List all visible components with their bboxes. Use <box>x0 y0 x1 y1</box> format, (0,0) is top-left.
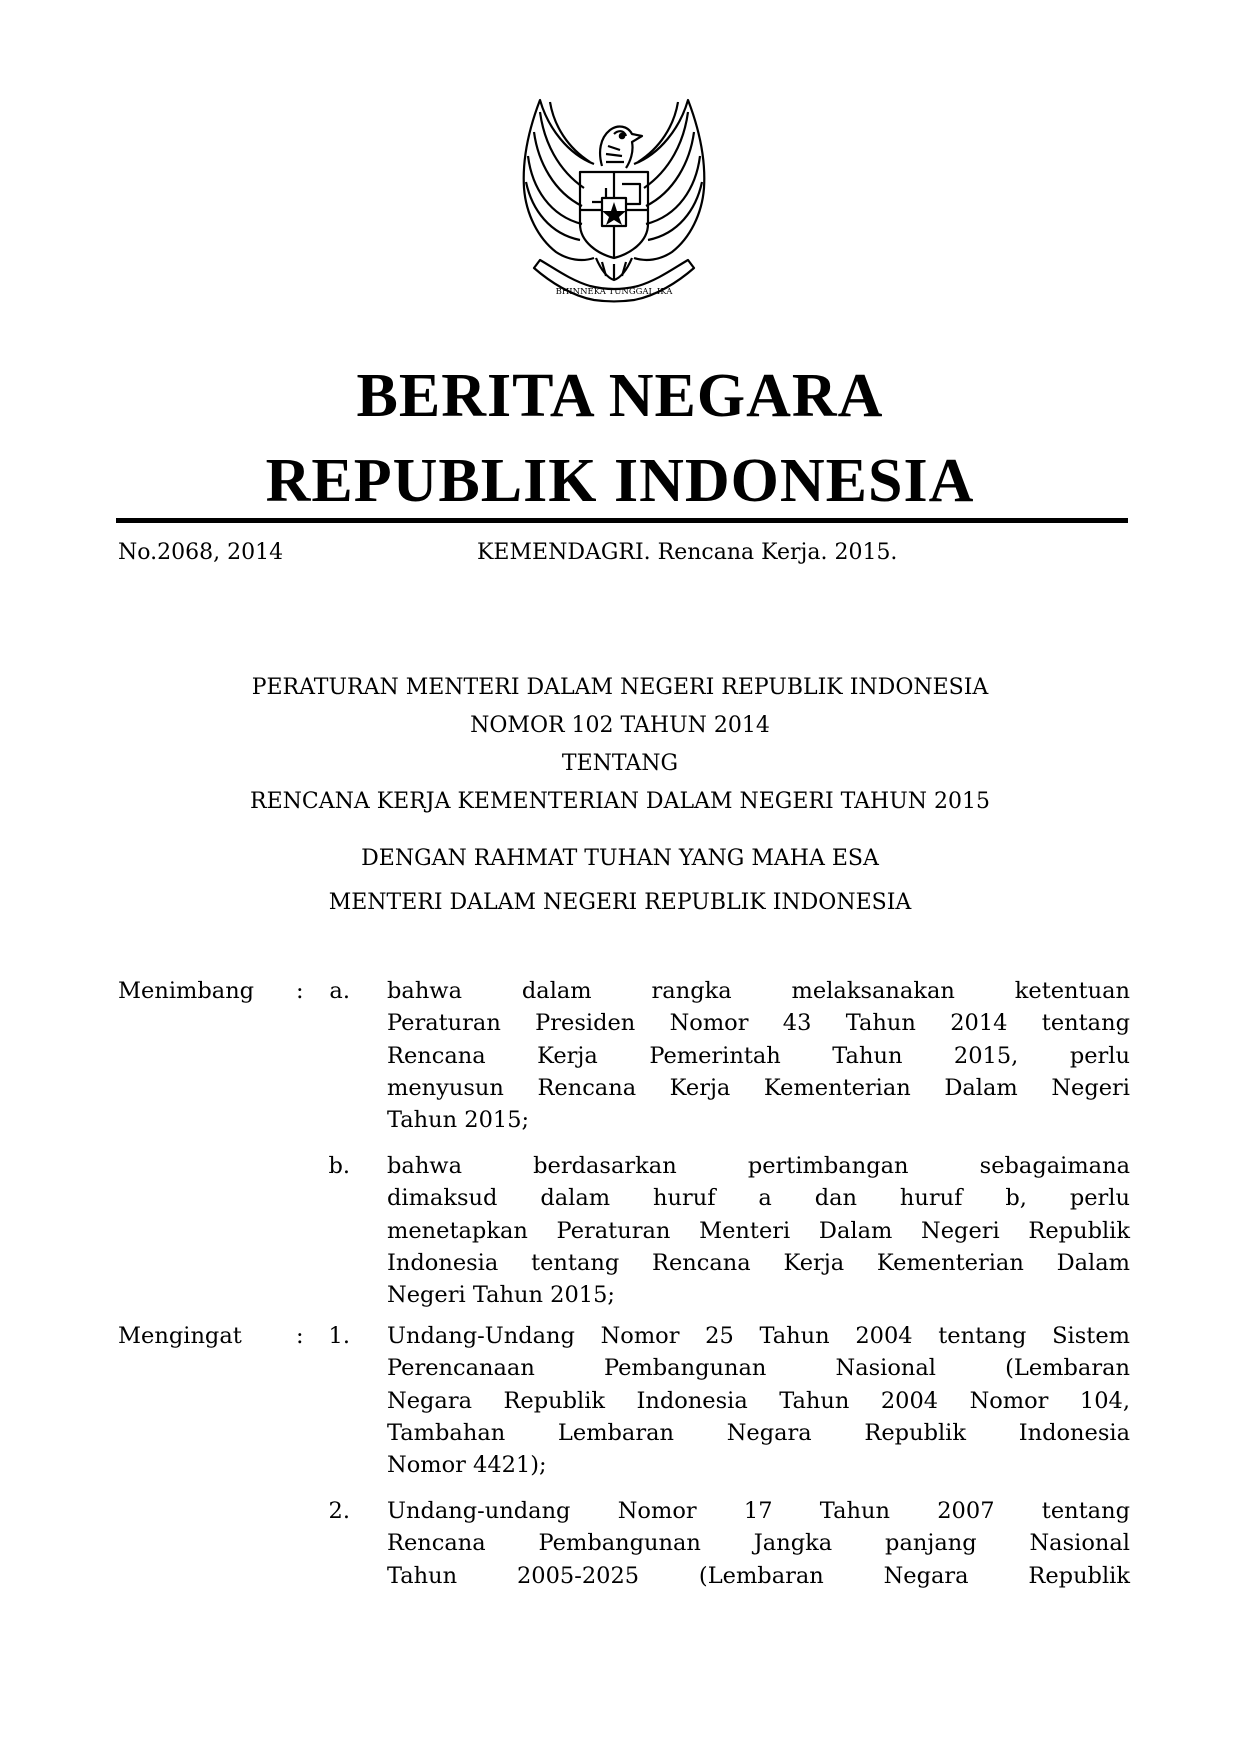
menimbang-a-line2: Peraturan Presiden Nomor 43 Tahun 2014 tentang <box>387 1010 1130 1037</box>
mengingat-item-1-marker: 1. <box>328 1323 350 1349</box>
menimbang-label: Menimbang <box>118 978 255 1004</box>
masthead-title-line1: BERITA NEGARA <box>356 362 884 430</box>
masthead-title-line2: REPUBLIK INDONESIA <box>265 447 975 515</box>
menimbang-item-b-text <box>387 1150 1130 1311</box>
menimbang-b-line4: Indonesia tentang Rencana Kerja Kementerian Dalam <box>387 1249 1130 1276</box>
gazette-number: No.2068, 2014 <box>118 540 284 565</box>
mengingat-2-line2: Rencana Pembangunan Jangka panjang Nasional <box>387 1530 1130 1557</box>
mengingat-1-line3: Negara Republik Indonesia Tahun 2004 Nomor 104, <box>387 1387 1130 1414</box>
mengingat-item-1-text <box>387 1320 1130 1481</box>
preamble-line2: MENTERI DALAM NEGERI REPUBLIK INDONESIA <box>328 890 912 915</box>
menimbang-a-line5: Tahun 2015; <box>387 1107 530 1134</box>
gazette-reference: KEMENDAGRI. Rencana Kerja. 2015. <box>477 540 898 565</box>
mengingat-label: Mengingat <box>118 1323 242 1349</box>
svg-text:BHINNEKA TUNGGAL IKA: BHINNEKA TUNGGAL IKA <box>555 287 673 297</box>
menimbang-item-a-text <box>387 975 1130 1136</box>
preamble-line1: DENGAN RAHMAT TUHAN YANG MAHA ESA <box>361 846 879 871</box>
mengingat-1-line5: Nomor 4421); <box>387 1452 547 1479</box>
mengingat-2-line3: Tahun 2005-2025 (Lembaran Negara Republik <box>387 1562 1130 1589</box>
mengingat-1-line4: Tambahan Lembaran Negara Republik Indonesia <box>387 1419 1130 1446</box>
menimbang-b-line3: menetapkan Peraturan Menteri Dalam Negeri Republik <box>387 1217 1130 1244</box>
regulation-title-line3: TENTANG <box>561 751 679 776</box>
preamble <box>0 840 1240 922</box>
menimbang-item-a-marker: a. <box>329 978 350 1004</box>
menimbang-b-line1: bahwa berdasarkan pertimbangan sebagaimana <box>387 1153 1130 1179</box>
regulation-title <box>0 669 1240 821</box>
mengingat-1-line2: Perencanaan Pembangunan Nasional (Lembaran <box>387 1355 1130 1382</box>
masthead-divider <box>116 518 1128 523</box>
regulation-title-line1: PERATURAN MENTERI DALAM NEGERI REPUBLIK INDONESIA <box>251 675 989 700</box>
regulation-title-line2: NOMOR 102 TAHUN 2014 <box>470 713 770 738</box>
menimbang-a-line4: menyusun Rencana Kerja Kementerian Dalam Negeri <box>387 1074 1130 1101</box>
mengingat-item-2-text <box>387 1495 1130 1592</box>
menimbang-item-b-marker: b. <box>328 1153 350 1179</box>
mengingat-colon: : <box>296 1323 304 1349</box>
menimbang-a-line3: Rencana Kerja Pemerintah Tahun 2015, perlu <box>387 1042 1130 1069</box>
mengingat-item-2-marker: 2. <box>328 1498 350 1524</box>
mengingat-2-line1: Undang-undang Nomor 17 Tahun 2007 tentang <box>387 1498 1130 1524</box>
menimbang-b-line2: dimaksud dalam huruf a dan huruf b, perlu <box>387 1185 1130 1212</box>
menimbang-a-line1: bahwa dalam rangka melaksanakan ketentuan <box>387 978 1130 1004</box>
garuda-pancasila-emblem <box>510 92 718 312</box>
menimbang-b-line5: Negeri Tahun 2015; <box>387 1282 615 1309</box>
menimbang-colon: : <box>296 978 304 1004</box>
mengingat-1-line1: Undang-Undang Nomor 25 Tahun 2004 tentang Sistem <box>387 1323 1130 1349</box>
regulation-title-line4: RENCANA KERJA KEMENTERIAN DALAM NEGERI TAHUN 2015 <box>250 789 990 814</box>
